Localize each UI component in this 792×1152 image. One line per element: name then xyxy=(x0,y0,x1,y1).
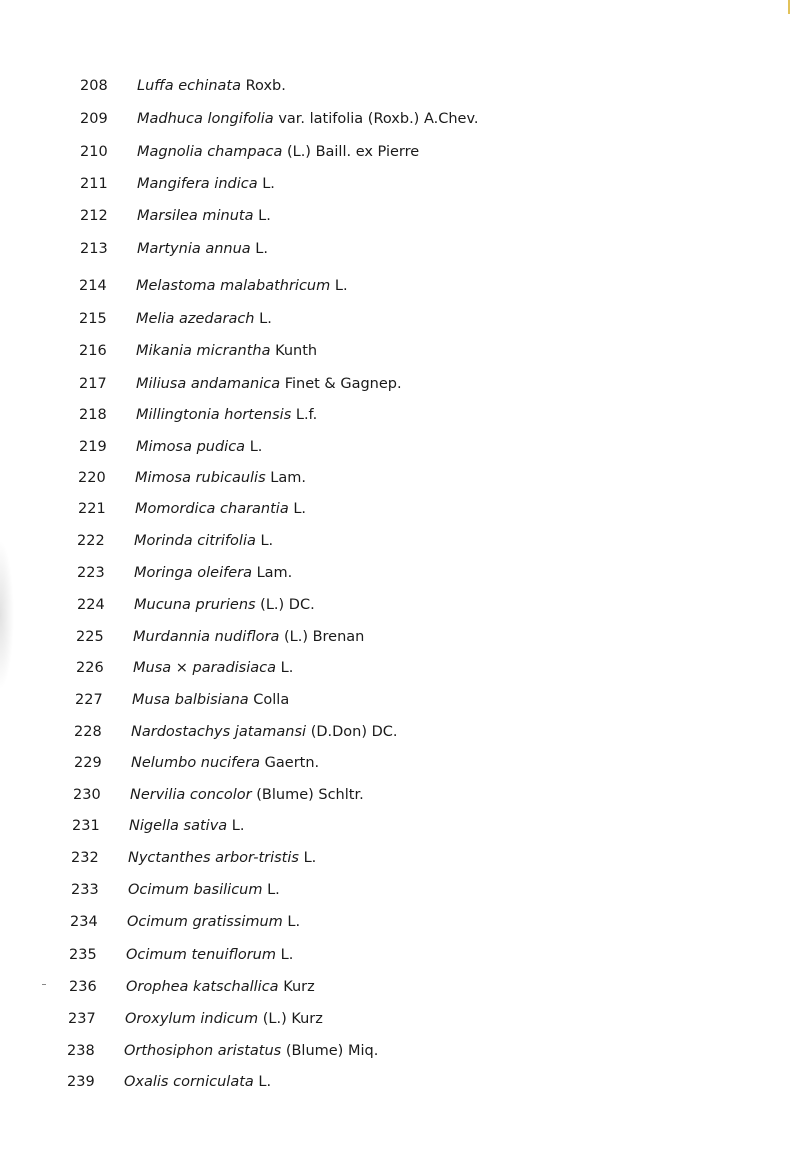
entry-number: 233 xyxy=(71,882,99,898)
authority: L. xyxy=(259,311,272,327)
entry-number: 224 xyxy=(77,597,105,613)
entry-number: 214 xyxy=(79,278,107,294)
scientific-name: Mimosa pudica xyxy=(136,439,246,455)
entry-name xyxy=(137,172,275,196)
entry-name xyxy=(124,1039,378,1063)
scientific-name: Nardostachys jatamansi xyxy=(131,724,307,740)
scientific-name: Miliusa andamanica xyxy=(136,376,281,392)
entry-name xyxy=(126,975,315,999)
authority: Lam. xyxy=(270,470,306,486)
entry-name xyxy=(136,339,317,363)
authority: Roxb. xyxy=(245,78,286,94)
entry-name xyxy=(134,561,292,585)
authority: Kurz xyxy=(283,979,315,995)
entry-name xyxy=(135,466,306,490)
entry-name xyxy=(126,943,293,967)
entry-number: 228 xyxy=(74,724,102,740)
entry-name xyxy=(134,593,315,617)
authority: L. xyxy=(303,850,317,866)
entry-name xyxy=(125,1007,323,1031)
entry-name xyxy=(131,720,398,744)
authority: Gaertn. xyxy=(264,755,320,771)
scientific-name: Musa balbisiana xyxy=(132,692,249,708)
scientific-name: Nyctanthes arbor-tristis xyxy=(128,850,299,866)
scientific-name: Murdannia nudiflora xyxy=(133,629,280,645)
entry-number: 209 xyxy=(80,111,108,127)
scientific-name: Orophea katschallica xyxy=(126,979,279,995)
authority: L. xyxy=(255,241,268,257)
entry-number: 217 xyxy=(79,376,107,392)
entry-name xyxy=(137,204,271,228)
scientific-name: Musa × paradisiaca xyxy=(133,660,277,676)
scientific-name: Momordica charantia xyxy=(135,501,289,517)
scientific-name: Marsilea minuta xyxy=(137,208,254,224)
entry-name xyxy=(137,74,286,98)
entry-name xyxy=(128,878,280,902)
scientific-name: Martynia annua xyxy=(137,241,251,257)
authority: L. xyxy=(293,501,307,517)
entry-number: 211 xyxy=(80,176,108,192)
scientific-name: Mangifera indica xyxy=(137,176,258,192)
authority: (L.) Baill. ex Pierre xyxy=(286,144,420,160)
authority: (L.) DC. xyxy=(260,597,315,613)
scientific-name: Orthosiphon aristatus xyxy=(124,1043,282,1059)
entry-number: 221 xyxy=(78,501,106,517)
scientific-name: Ocimum tenuiflorum xyxy=(126,947,276,963)
entry-number: 237 xyxy=(68,1011,96,1027)
scientific-name: Moringa oleifera xyxy=(134,565,252,581)
entry-number: 215 xyxy=(79,311,107,327)
entry-name xyxy=(133,625,364,649)
authority: L.f. xyxy=(295,407,318,423)
entry-number: 218 xyxy=(79,407,107,423)
entry-name xyxy=(136,372,402,396)
scientific-name: Melia azedarach xyxy=(136,311,255,327)
entry-number: 223 xyxy=(77,565,105,581)
scientific-name: Morinda citrifolia xyxy=(134,533,256,549)
authority: Kunth xyxy=(275,343,318,359)
entry-name xyxy=(135,497,306,521)
scientific-name: Luffa echinata xyxy=(137,78,241,94)
entry-name xyxy=(127,910,300,934)
authority: L. xyxy=(231,818,245,834)
entry-number: 225 xyxy=(76,629,104,645)
authority: (L.) Brenan xyxy=(283,629,365,645)
entry-name xyxy=(137,140,419,164)
authority: Lam. xyxy=(256,565,293,581)
entry-name xyxy=(137,237,268,261)
entry-number: 219 xyxy=(79,439,107,455)
entry-name xyxy=(130,783,364,807)
authority: var. latifolia (Roxb.) A.Chev. xyxy=(278,111,479,127)
entry-name xyxy=(136,307,272,331)
entry-number: 229 xyxy=(74,755,102,771)
entry-number: 210 xyxy=(80,144,108,160)
scientific-name: Ocimum basilicum xyxy=(128,882,263,898)
scientific-name: Millingtonia hortensis xyxy=(136,407,292,423)
entry-number: 208 xyxy=(80,78,108,94)
scientific-name: Ocimum gratissimum xyxy=(127,914,283,930)
authority: L. xyxy=(267,882,280,898)
scientific-name: Melastoma malabathricum xyxy=(136,278,331,294)
entry-number: 232 xyxy=(71,850,99,866)
entry-name xyxy=(137,107,479,131)
authority: (D.Don) DC. xyxy=(310,724,398,740)
authority: L. xyxy=(262,176,275,192)
entry-number: 226 xyxy=(76,660,104,676)
authority: L. xyxy=(287,914,301,930)
entry-number: 236 xyxy=(69,979,97,995)
entry-name xyxy=(133,656,293,680)
entry-number: 216 xyxy=(79,343,107,359)
entry-number: 227 xyxy=(75,692,103,708)
scientific-name: Nelumbo nucifera xyxy=(131,755,261,771)
entry-name xyxy=(132,688,289,712)
scientific-name: Magnolia champaca xyxy=(137,144,283,160)
entry-name xyxy=(131,751,319,775)
authority: L. xyxy=(280,660,294,676)
authority: L. xyxy=(249,439,263,455)
scientific-name: Mikania micrantha xyxy=(136,343,271,359)
scientific-name: Nervilia concolor xyxy=(130,787,252,803)
entry-number: 231 xyxy=(72,818,100,834)
scientific-name: Oxalis corniculata xyxy=(124,1074,254,1090)
entry-name xyxy=(128,846,316,870)
entry-name xyxy=(129,814,244,838)
entry-number: 222 xyxy=(77,533,105,549)
entry-name xyxy=(136,435,262,459)
entry-number: 238 xyxy=(67,1043,95,1059)
authority: L. xyxy=(260,533,274,549)
scientific-name: Mucuna pruriens xyxy=(134,597,256,613)
entry-name xyxy=(134,529,273,553)
authority: L. xyxy=(258,1074,272,1090)
authority: (L.) Kurz xyxy=(262,1011,323,1027)
entry-number: 235 xyxy=(69,947,97,963)
scientific-name: Mimosa rubicaulis xyxy=(135,470,266,486)
scientific-name: Nigella sativa xyxy=(129,818,228,834)
authority: Colla xyxy=(253,692,290,708)
authority: (Blume) Schltr. xyxy=(256,787,364,803)
entry-number: 239 xyxy=(67,1074,95,1090)
entry-name xyxy=(124,1070,271,1094)
entry-number: 230 xyxy=(73,787,101,803)
entry-number: 213 xyxy=(80,241,108,257)
entry-number: 234 xyxy=(70,914,98,930)
authority: L. xyxy=(280,947,294,963)
scientific-name: Oroxylum indicum xyxy=(125,1011,259,1027)
entry-name xyxy=(136,403,317,427)
authority: L. xyxy=(334,278,348,294)
scientific-name: Madhuca longifolia xyxy=(137,111,274,127)
authority: (Blume) Miq. xyxy=(285,1043,379,1059)
entry-number: 220 xyxy=(78,470,106,486)
authority: Finet & Gagnep. xyxy=(284,376,402,392)
entry-name xyxy=(136,274,348,298)
entry-number: 212 xyxy=(80,208,108,224)
authority: L. xyxy=(258,208,271,224)
